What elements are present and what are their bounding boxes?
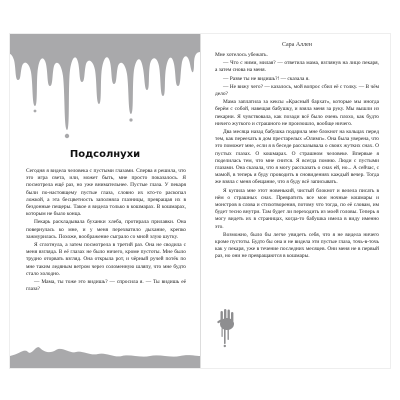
paint-drips-icon <box>10 34 200 154</box>
paragraph: — Что с ними, милая? — ответила мама, взглянув на лицо пекаря, а затем снова на меня. <box>215 60 379 74</box>
paragraph: — Не вижу чего? — казалось, мой вопрос сбил её с толку. — В чём дело? <box>215 83 379 98</box>
right-page <box>200 34 391 368</box>
book-spread <box>10 34 390 368</box>
left-page-text <box>26 168 186 294</box>
paragraph: — Разве ты не видишь?! — сказала я. <box>223 75 310 82</box>
paragraph: — Мама, ты тоже это видишь? — спросила я. — Ты видишь её глаза? <box>26 279 186 293</box>
right-page-text <box>215 42 379 262</box>
paragraph: Пекарь раскладывала буханки хлеба, протирала прилавки. Она повернулась ко мне, и у меня перехватило дыхание, крепко зажмурилась. Похоже, воображение сыграло со мной злую шутку. <box>26 219 186 240</box>
paint-drips-bottom-icon <box>10 334 200 368</box>
paragraph: Мне хотелось убежать. <box>215 52 268 58</box>
paragraph: Два месяца назад бабушка подарила мне блокнот на кольцах перед тем, как переехать в дом престарелых «Олимп». Она была уверена, что это поможет мне, если я в беседе рассказывала о своих жутких снах. О пустых глазах. О кошмарах. О страшном человеке. Впервые я поделилась тем, что мне снится. Я всегда помню. Люди с пустыми глазами. Она сказала, что я могу рассказать о снах ей, но... А сейчас, с мамой, в теперь я буду проводить в сновидениях каждый вечер. Тогда же взяла с меня обещание, что я буду всё записывать. <box>215 129 379 186</box>
running-head: Сара Аллен <box>281 42 313 48</box>
chapter-title: Подсолнухи <box>69 149 141 160</box>
paragraph: Я сглотнула, а затем посмотрела в третий раз. Она не сводила с меня взгляда. В её глазах не было ничего, кроме пустоты. Мне было трудно оторвать взгляд. Она открыла рот, и чёрный ручей потёк по мне таким ледяным ветром через соломенную шляпу, что мне будто стало холодно. <box>26 242 186 277</box>
left-page <box>10 34 200 368</box>
paragraph: Возможно, было бы легче увидеть себя, что я не видела ничего кроме пустоты. Будто бы она и не видела эти пустые глаза, точь-в-точь как у пекаря, уже в течение последних месяцев. Они меня не в первый раз, но они не превращаются в кошмары. <box>215 231 379 260</box>
paragraph: Мама заплатила за кексы «Красный бархат», которые мы иногда берём с собой, навещая бабушку, и взяла меня за руку. Мы вышли из пекарни. Я чувствовала, как позади всё было очень плохо, как будто ничего жуткого и страшного не произошло, вообще ничего. <box>215 99 379 127</box>
paragraph: Я купила мне этот новенький, чистый блокнот и велела писать в нём о страшных снах. Превратить все мои ночные кошмары и монстров в слова и стихотворения, потому что тогда, по её словам, им будет тесно внутри. Там будет ли переходить из моей головы. Теперь я могу видеть их в страницах, когда-то бабушка имела в виду именно это. <box>215 187 379 230</box>
handprint-icon <box>215 308 239 348</box>
paragraph: Сегодня я видела человека с пустыми глазами. Сперва я решила, что это игра света, или, может быть, мне просто показалось. Я посмотрела ещё раз, но уже внимательнее. Пустые глаза. У пекаря были по-настоящему пустые глаза, словно их кто-то раскопал ложкой, а эта бесцветность заполняла глазницы, превращая их в бездонные пещеры. Такое я видела только в кошмарах. В кошмарах, которым не было конца. <box>26 168 186 218</box>
